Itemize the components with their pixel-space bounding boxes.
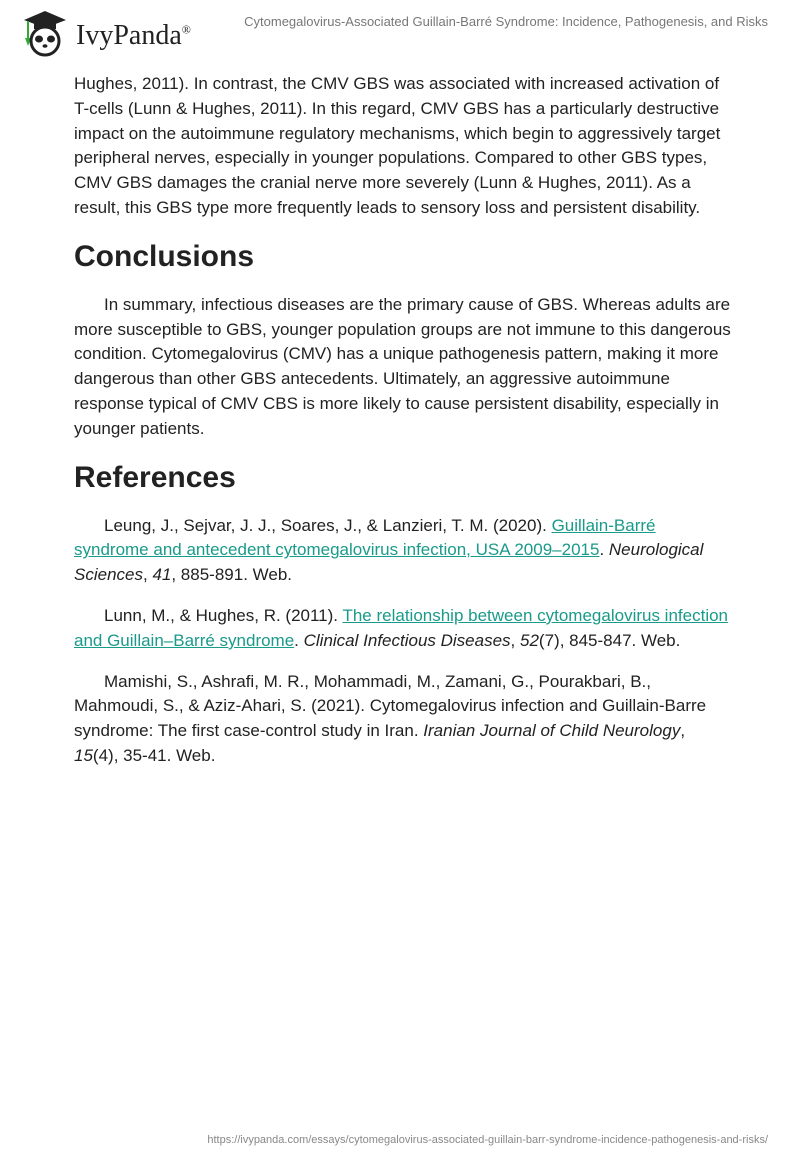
conclusions-heading: Conclusions — [74, 239, 255, 273]
reference-punct: . — [294, 630, 304, 650]
panda-graduate-icon — [20, 8, 70, 58]
reference-pages: (7), 845-847. Web. — [538, 630, 681, 650]
reference-volume: 15 — [74, 745, 93, 765]
footer-url[interactable]: https://ivypanda.com/essays/cytomegalovirus-associated-guillain-barr-syndrome-incidence-pathogenesis-and-risks/ — [207, 1134, 768, 1146]
document-title: Cytomegalovirus-Associated Guillain-Barré Syndrome: Incidence, Pathogenesis, and Risks — [244, 14, 768, 29]
reference-volume: 41 — [152, 565, 172, 585]
logo-text: IvyPanda — [76, 20, 182, 51]
reference-punct: , — [142, 565, 153, 585]
body-paragraph: Hughes, 2011). In contrast, the CMV GBS was associated with increased activation of T-cells (Lunn & Hughes, 2011). In this regard, CMV GBS has a particularly destructive impact on the autoimmune regulatory mechanisms, which begin to aggressively target peripheral nerves, especially in younger populations. Compared to other GBS types, CMV GBS damages the cranial nerve more severely (Lunn & Hughes, 2011). As a result, this GBS type more frequently leads to sensory loss and persistent disability. — [74, 74, 721, 217]
reference-pages: , 885-891. Web. — [171, 565, 293, 585]
references-heading: References — [74, 460, 236, 494]
reference-link[interactable]: Guillain-Barré syndrome and antecedent cytomegalovirus infection, USA 2009–2015 — [74, 515, 656, 560]
conclusions-paragraph: In summary, infectious diseases are the primary cause of GBS. Whereas adults are more susceptible to GBS, younger population groups are not immune to this dangerous condition. Cytomegalovirus (CMV) has a unique pathogenesis pattern, making it more dangerous than other GBS antecedents. Ultimately, an aggressive autoimmune response typical of CMV CBS is more likely to cause persistent disability, especially in younger patients. — [74, 294, 731, 438]
reference-authors: Mamishi, S., Ashrafi, M. R., Mohammadi, M., Zamani, G., Pourakbari, B., Mahmoudi, S., & Aziz-Ahari, S. (2021). Cytomegalovirus infection and Guillain-Barre syndrome: The first case-control study in Iran. — [74, 671, 707, 741]
reference-item — [74, 604, 734, 654]
reference-pages: (4), 35-41. Web. — [92, 745, 216, 765]
reference-journal: Neurological Sciences — [74, 540, 704, 585]
reference-item — [74, 514, 734, 588]
essay-content — [74, 72, 734, 785]
reference-punct: , — [680, 721, 686, 741]
reference-item — [74, 670, 734, 769]
reference-authors: Leung, J., Sejvar, J. J., Soares, J., & Lanzieri, T. M. (2020). — [104, 515, 552, 535]
reference-volume: 52 — [520, 630, 539, 650]
ivypanda-logo[interactable] — [20, 8, 191, 58]
registered-mark: ® — [181, 22, 191, 37]
reference-punct: . — [599, 540, 609, 560]
reference-journal: Iranian Journal of Child Neurology — [423, 721, 681, 741]
reference-link[interactable]: The relationship between cytomegalovirus infection and Guillain–Barré syndrome — [74, 605, 728, 650]
reference-punct: , — [510, 630, 520, 650]
reference-journal: Clinical Infectious Diseases — [303, 630, 511, 650]
reference-authors: Lunn, M., & Hughes, R. (2011). — [104, 605, 343, 625]
